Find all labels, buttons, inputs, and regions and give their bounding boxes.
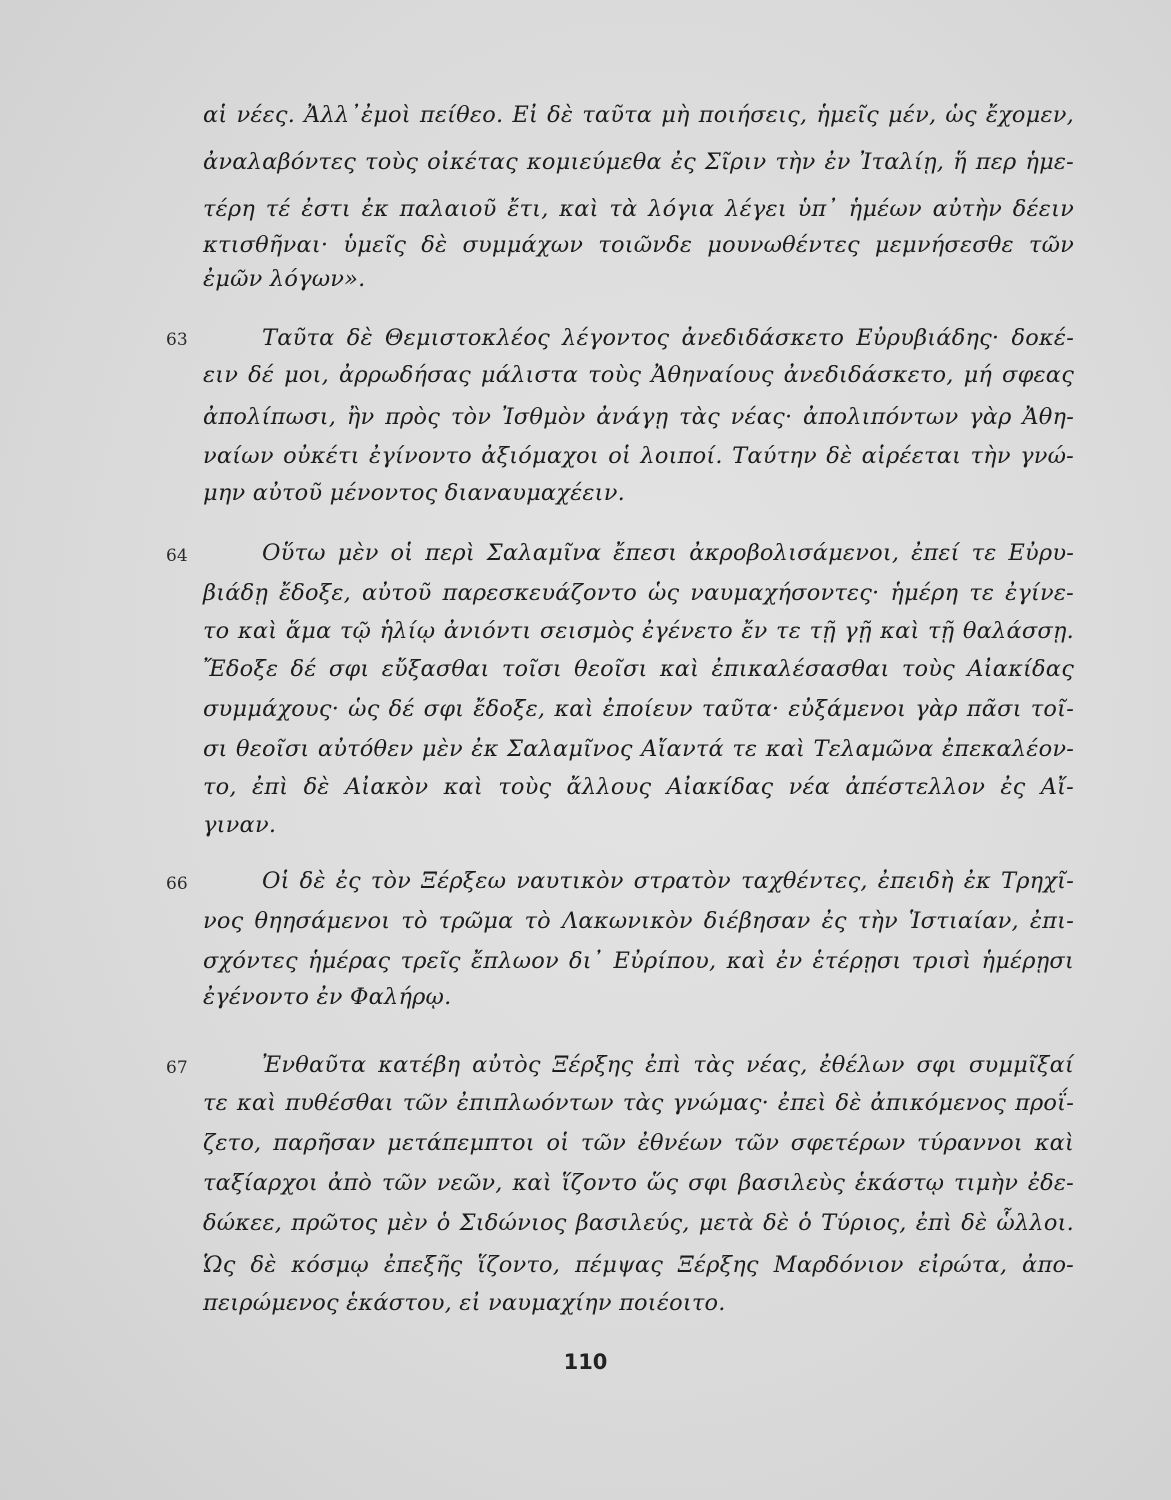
text-line: Ὡς δὲ κόσμῳ ἐπεξῆς ἵζοντο, πέμψας Ξέρξης Μαρδόνιον εἰρώτα, ἀπο- [203, 1252, 1074, 1278]
text-line: συμμάχους· ὡς δέ σφι ἔδοξε, καὶ ἐποίευν ταῦτα· εὐξάμενοι γὰρ πᾶσι τοῖ- [203, 696, 1074, 722]
text-line: ζετο, παρῆσαν μετάπεμπτοι οἱ τῶν ἐθνέων τῶν σφετέρων τύραννοι καὶ [203, 1130, 1074, 1156]
text-line: τέρη τέ ἐστι ἐκ παλαιοῦ ἔτι, καὶ τὰ λόγια λέγει ὑπ᾽ ἡμέων αὐτὴν δέειν [203, 196, 1074, 222]
text-line: νος θηησάμενοι τὸ τρῶμα τὸ Λακωνικὸν διέβησαν ἐς τὴν Ἱστιαίαν, ἐπι- [203, 908, 1074, 934]
text-line: ἐγένοντο ἐν Φαλήρῳ. [203, 984, 452, 1010]
text-line: το καὶ ἅμα τῷ ἡλίῳ ἀνιόντι σεισμὸς ἐγένετο ἔν τε τῇ γῇ καὶ τῇ θαλάσσῃ. [203, 618, 1074, 644]
text-line: Ἔδοξε δέ σφι εὔξασθαι τοῖσι θεοῖσι καὶ ἐπικαλέσασθαι τοὺς Αἰακίδας [203, 656, 1074, 682]
page-number: 110 [563, 1350, 608, 1374]
section-number: 67 [166, 1058, 188, 1078]
text-line: το, ἐπὶ δὲ Αἰακὸν καὶ τοὺς ἄλλους Αἰακίδας νέα ἀπέστελλον ἐς Αἴ- [203, 774, 1074, 800]
section-number: 64 [166, 546, 188, 566]
section-number: 63 [166, 330, 188, 350]
text-line: Ταῦτα δὲ Θεμιστοκλέος λέγοντος ἀνεδιδάσκετο Εὐρυβιάδης· δοκέ- [262, 325, 1074, 351]
text-line: ἀπολίπωσι, ἢν πρὸς τὸν Ἰσθμὸν ἀνάγῃ τὰς νέας· ἀπολιπόντων γὰρ Ἀθη- [203, 404, 1074, 430]
text-line: μην αὐτοῦ μένοντος διαναυμαχέειν. [203, 480, 625, 506]
text-line: δώκεε, πρῶτος μὲν ὁ Σιδώνιος βασιλεύς, μετὰ δὲ ὁ Τύριος, ἐπὶ δὲ ὧλλοι. [203, 1210, 1074, 1236]
section-number: 66 [166, 874, 188, 894]
text-line: βιάδῃ ἔδοξε, αὐτοῦ παρεσκευάζοντο ὡς ναυμαχήσοντες· ἡμέρη τε ἐγίνε- [203, 580, 1074, 606]
text-line: Ἐνθαῦτα κατέβη αὐτὸς Ξέρξης ἐπὶ τὰς νέας, ἐθέλων σφι συμμῖξαί [262, 1052, 1074, 1078]
text-line: αἱ νέες. Ἀλλ᾽ἐμοὶ πείθεο. Εἰ δὲ ταῦτα μὴ ποιήσεις, ἡμεῖς μέν, ὡς ἔχομεν, [203, 102, 1074, 128]
text-line: Οἱ δὲ ἐς τὸν Ξέρξεω ναυτικὸν στρατὸν ταχθέντες, ἐπειδὴ ἐκ Τρηχῖ- [262, 868, 1074, 894]
text-line: πειρώμενος ἑκάστου, εἰ ναυμαχίην ποιέοιτο. [203, 1290, 726, 1316]
text-line: ειν δέ μοι, ἀρρωδήσας μάλιστα τοὺς Ἀθηναίους ἀνεδιδάσκετο, μή σφεας [203, 362, 1074, 388]
text-line: σχόντες ἡμέρας τρεῖς ἔπλωον δι᾽ Εὐρίπου, καὶ ἐν ἑτέρῃσι τρισὶ ἡμέρῃσι [203, 948, 1074, 974]
text-line: τε καὶ πυθέσθαι τῶν ἐπιπλωόντων τὰς γνώμας· ἐπεὶ δὲ ἀπικόμενος προΐ- [203, 1090, 1074, 1116]
text-line: ἐμῶν λόγων». [203, 266, 366, 292]
text-line: ταξίαρχοι ἀπὸ τῶν νεῶν, καὶ ἵζοντο ὥς σφι βασιλεὺς ἑκάστῳ τιμὴν ἐδε- [203, 1170, 1074, 1196]
text-line: ἀναλαβόντες τοὺς οἰκέτας κομιεύμεθα ἐς Σῖριν τὴν ἐν Ἰταλίῃ, ἥ περ ἡμε- [203, 149, 1074, 175]
text-line: γιναν. [203, 812, 277, 838]
text-line: σι θεοῖσι αὐτόθεν μὲν ἐκ Σαλαμῖνος Αἴαντά τε καὶ Τελαμῶνα ἐπεκαλέον- [203, 736, 1074, 762]
text-line: Οὕτω μὲν οἱ περὶ Σαλαμῖνα ἔπεσι ἀκροβολισάμενοι, ἐπεί τε Εὐρυ- [262, 540, 1074, 566]
text-line: κτισθῆναι· ὑμεῖς δὲ συμμάχων τοιῶνδε μουνωθέντες μεμνήσεσθε τῶν [203, 232, 1074, 258]
text-line: ναίων οὐκέτι ἐγίνοντο ἀξιόμαχοι οἱ λοιποί. Ταύτην δὲ αἱρέεται τὴν γνώ- [203, 443, 1074, 469]
